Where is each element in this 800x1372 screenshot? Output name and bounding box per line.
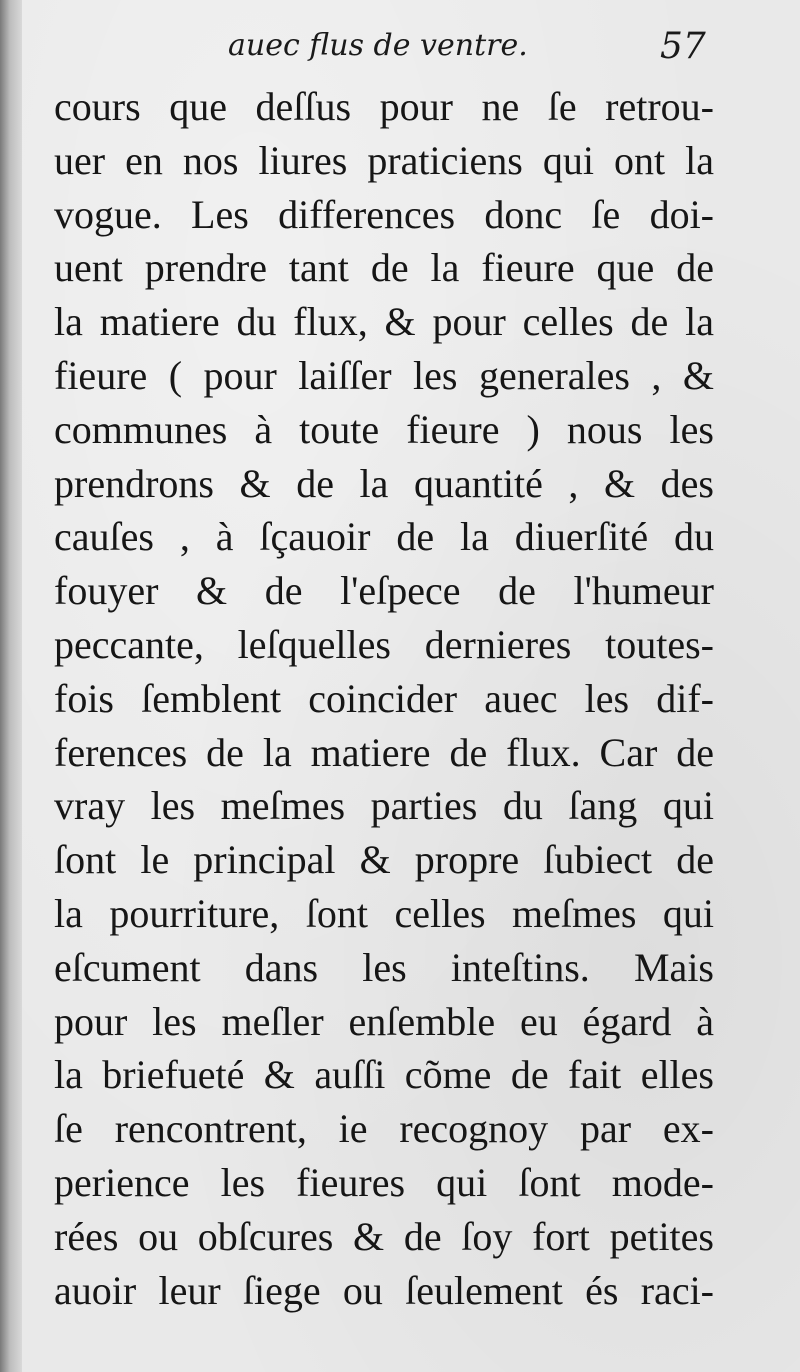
text-line: ferences de la matiere de flux. Car de [54, 729, 714, 775]
text-line: la matiere du flux, & pour celles de la [54, 299, 714, 345]
text-line: vray les meſmes parties du ſang qui [54, 783, 714, 829]
text-line: ſont le principal & propre ſubiect de [54, 837, 714, 883]
text-line: rées ou obſcures & de ſoy fort petites [54, 1213, 714, 1259]
text-line: ſe rencontrent, ie recognoy par ex- [54, 1106, 714, 1152]
text-line: cauſes , à ſçauoir de la diuerſité du [54, 514, 714, 560]
text-line: perience les fieures qui ſont mode- [54, 1159, 714, 1205]
page-number: 57 [660, 26, 706, 67]
text-line: communes à toute fieure ) nous les [54, 406, 714, 452]
running-head: auec flus de ventre. [228, 28, 528, 63]
text-line: cours que deſſus pour ne ſe retrou- [54, 84, 714, 129]
text-line: uer en nos liures praticiens qui ont la [54, 137, 714, 183]
text-line: peccante, leſquelles dernieres toutes- [54, 621, 714, 667]
text-line: fois ſemblent coincider auec les dif- [54, 675, 714, 721]
text-line: auoir leur ſiege ou ſeulement és raci- [54, 1267, 714, 1313]
text-line: la pourriture, ſont celles meſmes qui [54, 890, 714, 936]
text-line: fouyer & de l'eſpece de l'humeur [54, 568, 714, 614]
text-line: la briefueté & auſſi cõme de fait elles [54, 1052, 714, 1098]
text-line: pour les meſler enſemble eu égard à [54, 998, 714, 1044]
text-line: vogue. Les differences donc ſe doi- [54, 191, 714, 237]
text-line: fieure ( pour laiſſer les generales , & [54, 352, 714, 398]
text-line: uent prendre tant de la fieure que de [54, 245, 714, 291]
text-line: eſcument dans les inteſtins. Mais [54, 944, 714, 990]
text-line: prendrons & de la quantité , & des [54, 460, 714, 506]
body-text [54, 80, 714, 1317]
